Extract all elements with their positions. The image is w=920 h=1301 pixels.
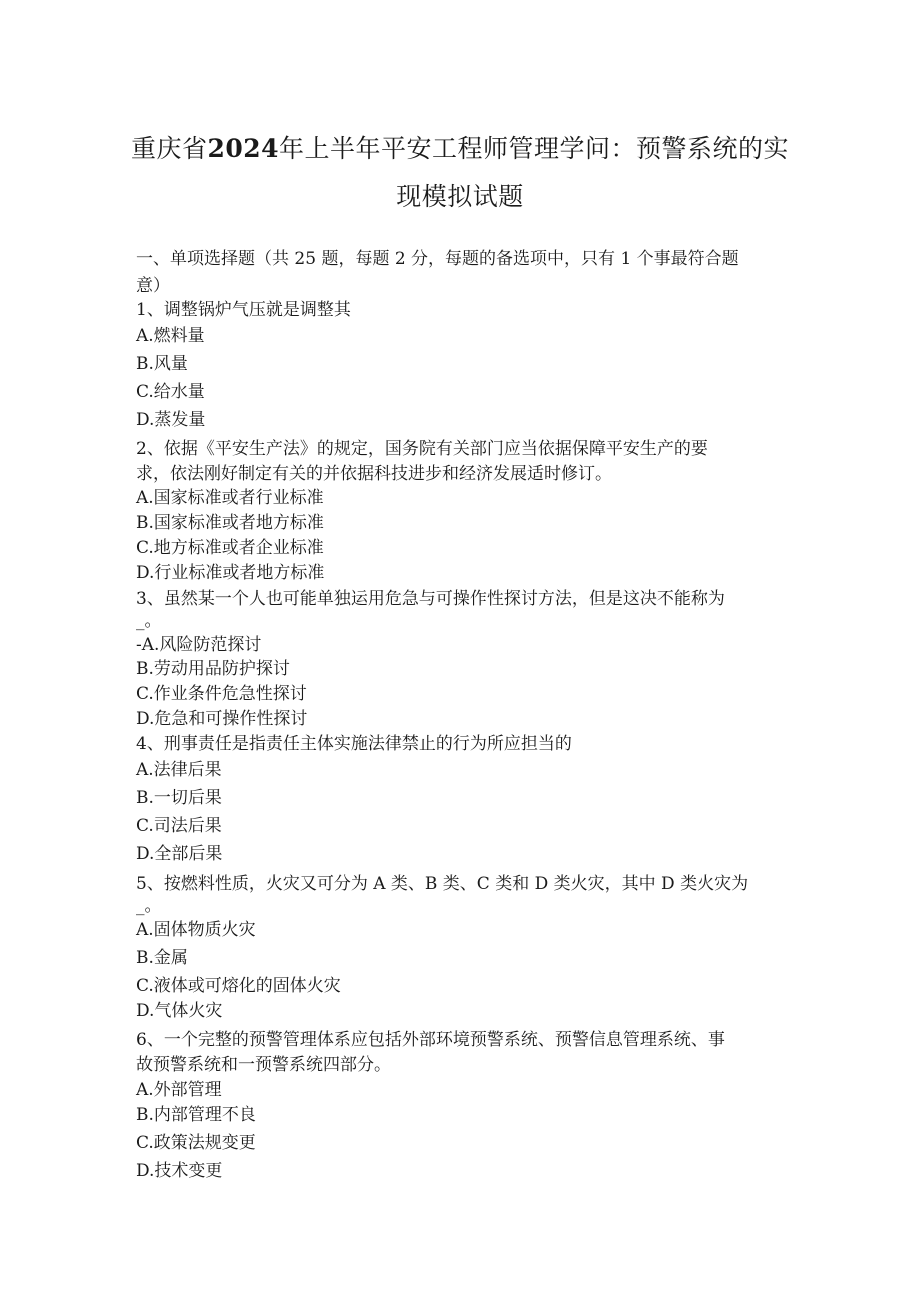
title-line-1 xyxy=(80,129,840,165)
question-4-option-d: D.全部后果 xyxy=(136,844,223,864)
section-heading-line-2: 意） xyxy=(136,276,170,296)
question-3-option-c: C.作业条件危急性探讨 xyxy=(136,684,307,704)
question-5-stem-line-1: 5、按燃料性质，火灾又可分为 A 类、B 类、C 类和 D 类火灾，其中 D 类火灾为 xyxy=(136,874,749,894)
question-2-stem-line-2: 求，依法刚好制定有关的并依据科技进步和经济发展适时修订。 xyxy=(136,464,612,484)
question-1-option-d: D.蒸发量 xyxy=(136,410,206,430)
question-6-stem-line-1: 6、一个完整的预警管理体系应包括外部环境预警系统、预警信息管理系统、事 xyxy=(136,1030,725,1050)
question-1-stem: 1、调整锅炉气压就是调整其 xyxy=(136,300,351,320)
question-6-option-a: A.外部管理 xyxy=(136,1080,222,1100)
question-1-option-b: B.风量 xyxy=(136,354,188,374)
title-year: 2024 xyxy=(207,134,280,163)
question-3-option-b: B.劳动用品防护探讨 xyxy=(136,659,290,679)
question-4-option-c: C.司法后果 xyxy=(136,816,222,836)
question-1-option-c: C.给水量 xyxy=(136,382,205,402)
question-1-option-a: A.燃料量 xyxy=(136,326,205,346)
question-3-stem-line-2: _。 xyxy=(136,611,162,631)
question-4-stem: 4、刑事责任是指责任主体实施法律禁止的行为所应担当的 xyxy=(136,734,572,754)
question-5-option-b: B.金属 xyxy=(136,948,188,968)
question-2-option-d: D.行业标准或者地方标准 xyxy=(136,563,325,583)
question-6-option-d: D.技术变更 xyxy=(136,1161,223,1181)
question-5-option-c: C.液体或可熔化的固体火灾 xyxy=(136,976,341,996)
question-6-option-c: C.政策法规变更 xyxy=(136,1133,256,1153)
title-line-1-suffix: 年上半年平安工程师管理学问：预警系统的实 xyxy=(279,134,790,163)
question-2-stem-line-1: 2、依据《平安生产法》的规定，国务院有关部门应当依据保障平安生产的要 xyxy=(136,439,708,459)
question-2-option-c: C.地方标准或者企业标准 xyxy=(136,538,324,558)
question-3-option-d: D.危急和可操作性探讨 xyxy=(136,709,308,729)
question-5-option-d: D.气体火灾 xyxy=(136,1001,223,1021)
question-3-option-a: -A.风险防范探讨 xyxy=(136,635,262,655)
question-4-option-b: B.一切后果 xyxy=(136,788,222,808)
question-6-option-b: B.内部管理不良 xyxy=(136,1105,256,1125)
question-6-stem-line-2: 故预警系统和一预警系统四部分。 xyxy=(136,1055,391,1075)
question-4-option-a: A.法律后果 xyxy=(136,760,222,780)
title-line-1-prefix: 重庆省 xyxy=(130,134,208,163)
question-2-option-a: A.国家标准或者行业标准 xyxy=(136,488,324,508)
question-3-stem-line-1: 3、虽然某一个人也可能单独运用危急与可操作性探讨方法，但是这决不能称为 xyxy=(136,589,725,609)
question-2-option-b: B.国家标准或者地方标准 xyxy=(136,513,324,533)
title-line-2: 现模拟试题 xyxy=(396,182,524,211)
question-5-option-a: A.固体物质火灾 xyxy=(136,920,256,940)
question-5-stem-line-2: _。 xyxy=(136,896,162,916)
section-heading-line-1: 一、单项选择题（共 25 题，每题 2 分，每题的备选项中，只有 1 个事最符合题 xyxy=(136,249,739,269)
